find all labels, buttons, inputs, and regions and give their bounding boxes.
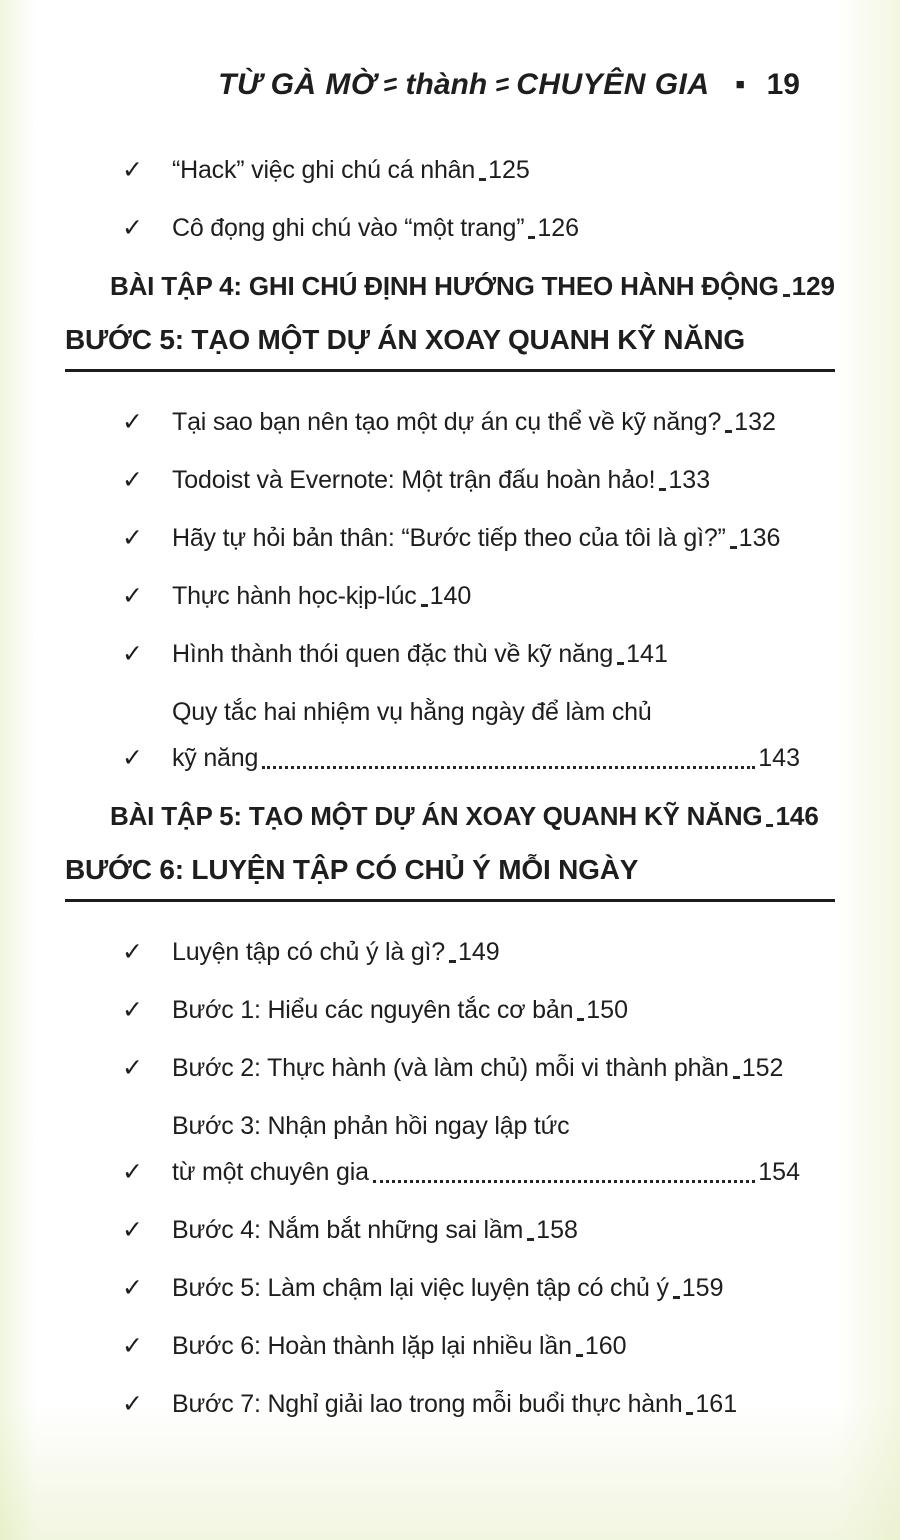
entry-content [172, 518, 800, 558]
checkmark-icon: ✓ [122, 524, 143, 552]
entry-page-number: 158 [536, 1216, 578, 1244]
toc-entry [110, 1048, 800, 1088]
entry-line [172, 634, 668, 674]
entry-content [110, 796, 819, 836]
toc-entry [110, 1210, 800, 1250]
entry-page-number: 146 [775, 801, 819, 831]
checkmark-icon: ✓ [122, 1332, 143, 1360]
entry-page-number: 143 [758, 744, 800, 772]
entry-title: “Hack” việc ghi chú cá nhân [172, 156, 476, 184]
entry-content [172, 1210, 800, 1250]
entry-line [172, 1210, 578, 1250]
entry-content [110, 266, 835, 306]
entry-line [172, 1384, 737, 1424]
entry-content [172, 692, 800, 778]
entry-line [172, 990, 628, 1030]
entry-line [172, 1326, 627, 1366]
dot-leader [617, 662, 623, 665]
toc-entry [110, 692, 800, 778]
entry-page-number: 136 [738, 524, 781, 552]
entry-page-number: 129 [791, 271, 835, 301]
toc-entry [110, 1268, 800, 1308]
square-bullet-icon: ■ [735, 76, 745, 93]
entry-page-number: 132 [734, 408, 776, 436]
entry-line [172, 1152, 800, 1192]
checkmark-icon: ✓ [122, 1054, 143, 1082]
header-title-part1: TỪ GÀ MỜ [218, 68, 377, 101]
entry-title: BÀI TẬP 5: TẠO MỘT DỰ ÁN XOAY QUANH KỸ NĂNG [110, 801, 763, 831]
entry-page-number: 141 [626, 640, 668, 668]
entry-page-number: 149 [457, 938, 500, 966]
entry-title: Luyện tập có chủ ý là gì? [172, 938, 445, 966]
toc-entry [110, 402, 800, 442]
dot-leader [783, 294, 789, 297]
squiggle-icon [384, 71, 397, 99]
entry-line [172, 208, 579, 248]
entry-line [172, 1106, 800, 1146]
checkmark-icon: ✓ [122, 156, 143, 184]
checkmark-icon: ✓ [122, 582, 143, 610]
entry-page-number: 126 [537, 214, 580, 242]
entry-content [172, 460, 800, 500]
entry-content [172, 1384, 800, 1424]
squiggle-icon [496, 71, 509, 99]
entry-content [172, 932, 800, 972]
toc-exercise [110, 796, 819, 836]
dot-leader [725, 430, 731, 433]
header-page-number: 19 [766, 68, 800, 101]
entry-title: kỹ năng [172, 744, 259, 772]
entry-line [172, 402, 776, 442]
entry-line [172, 692, 800, 732]
toc-entry [110, 518, 800, 558]
entry-content [172, 1326, 800, 1366]
dot-leader [686, 1412, 692, 1415]
entry-title: Tại sao bạn nên tạo một dự án cụ thể về kỹ năng? [172, 408, 722, 436]
entry-page-number: 159 [681, 1274, 724, 1302]
entry-content [172, 150, 800, 190]
dot-leader [577, 1018, 583, 1021]
entry-page-number: 150 [586, 996, 628, 1024]
checkmark-icon: ✓ [122, 1390, 143, 1418]
checkmark-icon: ✓ [122, 1158, 143, 1186]
checkmark-icon: ✓ [122, 214, 143, 242]
entry-line [110, 796, 819, 836]
checkmark-icon: ✓ [122, 1216, 143, 1244]
dot-leader [421, 604, 427, 607]
entry-page-number: 160 [584, 1332, 627, 1360]
dot-leader [733, 1076, 739, 1079]
entry-line [172, 738, 800, 778]
entry-title: Bước 2: Thực hành (và làm chủ) mỗi vi thành phần [172, 1054, 729, 1082]
section-heading: BƯỚC 5: TẠO MỘT DỰ ÁN XOAY QUANH KỸ NĂNG [65, 324, 835, 372]
toc-entry [110, 1384, 800, 1424]
entry-content [172, 208, 800, 248]
entry-title: Hãy tự hỏi bản thân: “Bước tiếp theo của tôi là gì?” [172, 524, 726, 552]
entry-content [172, 576, 800, 616]
entry-line [172, 460, 710, 500]
entry-title: Bước 1: Hiểu các nguyên tắc cơ bản [172, 996, 574, 1024]
entry-title: Bước 7: Nghỉ giải lao trong mỗi buổi thực hành [172, 1390, 683, 1418]
toc-entry [110, 576, 800, 616]
toc-entry [110, 208, 800, 248]
entry-title: từ một chuyên gia [172, 1158, 369, 1186]
toc-entry [110, 460, 800, 500]
toc-section [110, 150, 835, 306]
section-heading: BƯỚC 6: LUYỆN TẬP CÓ CHỦ Ý MỖI NGÀY [65, 854, 835, 902]
page-header [110, 64, 800, 106]
entry-title: BÀI TẬP 4: GHI CHÚ ĐỊNH HƯỚNG THEO HÀNH ĐỘNG [110, 271, 779, 301]
toc-entry [110, 932, 800, 972]
checkmark-icon: ✓ [122, 744, 143, 772]
dot-leader [659, 488, 665, 491]
entry-title: Quy tắc hai nhiệm vụ hằng ngày để làm chủ [172, 698, 652, 726]
entry-content [172, 1048, 800, 1088]
toc-entry [110, 990, 800, 1030]
toc-entry [110, 1326, 800, 1366]
dot-leader [730, 546, 736, 549]
entry-line [172, 1268, 724, 1308]
entry-page-number: 125 [488, 156, 530, 184]
checkmark-icon: ✓ [122, 1274, 143, 1302]
entry-title: Thực hành học-kịp-lúc [172, 582, 417, 610]
checkmark-icon: ✓ [122, 408, 143, 436]
toc-entry [110, 150, 800, 190]
entry-content [172, 402, 800, 442]
toc-exercise [110, 266, 835, 306]
checkmark-icon: ✓ [122, 640, 143, 668]
entry-line [172, 1048, 783, 1088]
entry-line [172, 932, 500, 972]
toc-entry [110, 634, 800, 674]
entry-content [172, 990, 800, 1030]
entry-title: Bước 3: Nhận phản hồi ngay lập tức [172, 1112, 570, 1140]
toc-section [65, 324, 819, 836]
dot-leader [527, 1238, 533, 1241]
entry-page-number: 152 [741, 1054, 784, 1082]
entry-content [172, 634, 800, 674]
entry-title: Todoist và Evernote: Một trận đấu hoàn hảo! [172, 466, 656, 494]
entry-title: Bước 6: Hoàn thành lặp lại nhiều lần [172, 1332, 572, 1360]
entry-title: Cô đọng ghi chú vào “một trang” [172, 214, 525, 242]
entry-page-number: 133 [668, 466, 711, 494]
entry-line [172, 150, 530, 190]
entry-page-number: 140 [429, 582, 472, 610]
dot-leader [766, 824, 772, 827]
toc-body [65, 150, 835, 1424]
toc-section [65, 854, 800, 1424]
entry-page-number: 161 [695, 1390, 738, 1418]
dot-leader [673, 1296, 679, 1299]
dot-leader [262, 766, 755, 769]
header-title-script: thành [405, 68, 488, 101]
entry-line [172, 518, 780, 558]
checkmark-icon: ✓ [122, 466, 143, 494]
dot-leader [449, 960, 455, 963]
checkmark-icon: ✓ [122, 996, 143, 1024]
dot-leader [576, 1354, 582, 1357]
entry-page-number: 154 [758, 1158, 800, 1186]
toc-entry [110, 1106, 800, 1192]
entry-content [172, 1268, 800, 1308]
entry-title: Bước 5: Làm chậm lại việc luyện tập có chủ ý [172, 1274, 669, 1302]
dot-leader [373, 1180, 756, 1183]
entry-content [172, 1106, 800, 1192]
entry-line [110, 266, 835, 306]
checkmark-icon: ✓ [122, 938, 143, 966]
entry-title: Bước 4: Nắm bắt những sai lầm [172, 1216, 524, 1244]
dot-leader [479, 178, 485, 181]
entry-title: Hình thành thói quen đặc thù về kỹ năng [172, 640, 614, 668]
entry-line [172, 576, 471, 616]
header-title-part2: CHUYÊN GIA [516, 68, 710, 101]
dot-leader [528, 236, 534, 239]
